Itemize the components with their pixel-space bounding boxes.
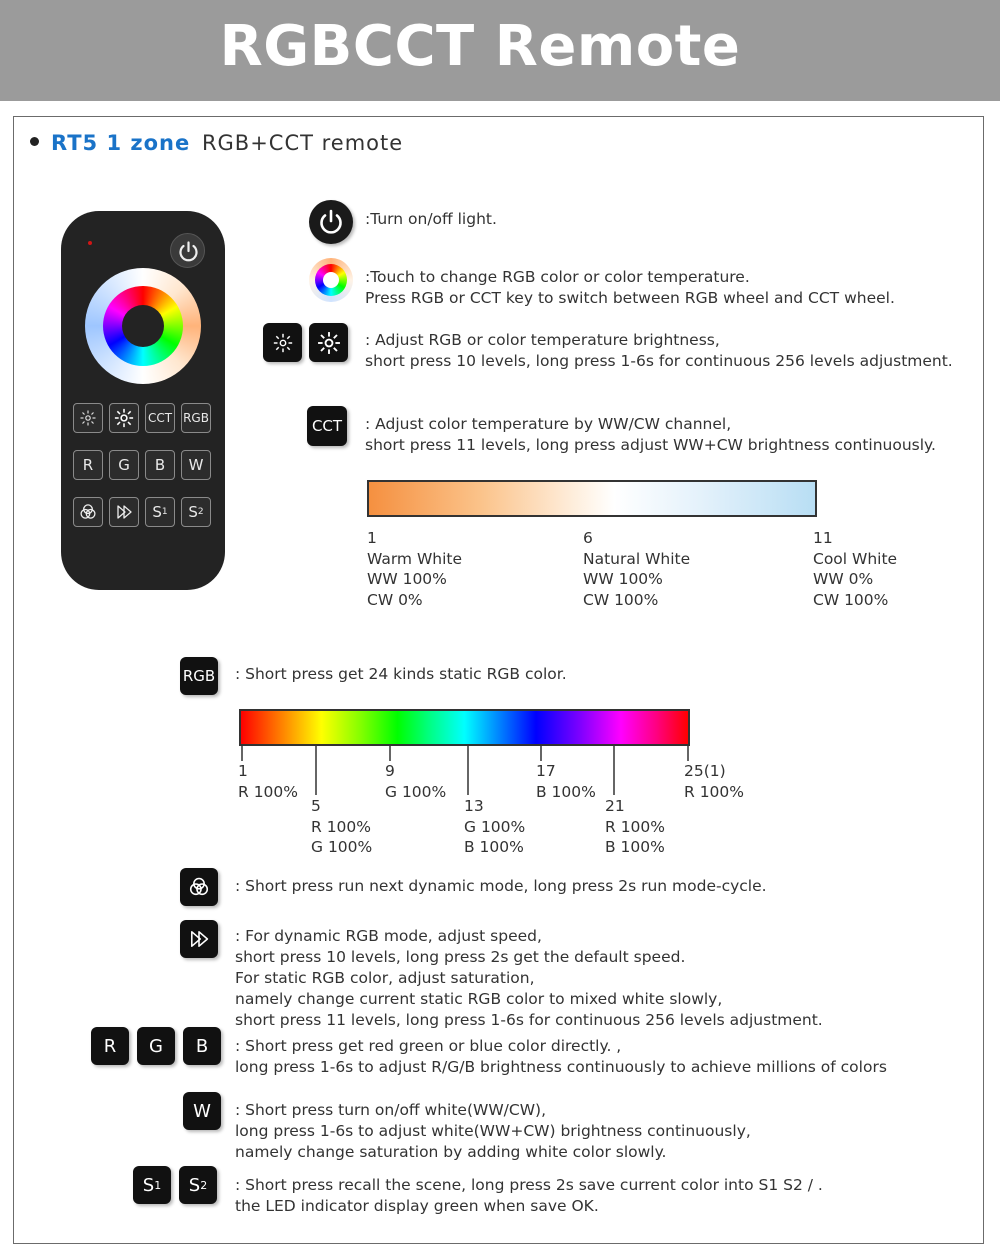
rgb-level-13: 13 G 100% B 100% [464,797,526,857]
remote-g-button: G [109,450,139,480]
brightness-icon [114,408,134,428]
led-indicator [88,241,92,245]
mode-icon [78,502,98,522]
rgb-level-25: 25(1) R 100% [684,762,745,801]
header-banner [0,0,1000,101]
rgb-level-1: 1 R 100% [238,762,299,801]
rgb-tick-9 [389,746,391,761]
rgb-tick-17 [540,746,542,761]
cct-level-cool: 11 Cool White WW 0% CW 100% [813,529,898,610]
remote-brightness-up-button [109,403,139,433]
brightness-down-icon [263,323,302,362]
remote-power-button [170,233,205,268]
cct-icon: CCT [307,406,347,446]
white-description-line-3: namely change saturation by adding white color slowly. [235,1143,667,1161]
page-title: RGBCCT Remote [219,14,741,79]
rgb-tick-25 [687,746,689,761]
brightness-up-icon [309,323,348,362]
brightness-description-line-2: short press 10 levels, long press 1-6s for continuous 256 levels adjustment. [365,352,953,370]
g-icon: G [137,1027,175,1065]
cct-level-natural: 6 Natural White WW 100% CW 100% [583,529,691,610]
speed-icon [180,920,218,958]
model-name: RT5 1 zone [51,131,191,155]
remote-mode-button [73,497,103,527]
rgb-tick-1 [241,746,243,761]
remote-s1-button: S 1 [145,497,175,527]
rgb-description: : Short press get 24 kinds static RGB color. [235,665,567,683]
scene-description-line-1: : Short press recall the scene, long press 2s save current color into S1 S2 / . [235,1176,823,1194]
speed-icon [114,502,134,522]
bullet-icon [30,137,39,146]
rgb-level-5: 5 R 100% G 100% [311,797,373,857]
b-icon: B [183,1027,221,1065]
power-icon [309,200,353,244]
remote-rgb-button: RGB [181,403,211,433]
power-description: :Turn on/off light. [365,210,497,228]
rgb-tick-13 [467,746,469,795]
remote-s2-button: S 2 [181,497,211,527]
s2-icon: S 2 [179,1166,217,1204]
cct-description-line-2: short press 11 levels, long press adjust WW+CW brightness continuously. [365,436,936,454]
remote-speed-button [109,497,139,527]
color-wheel-icon [309,258,353,302]
rgb-direct-description-line-1: : Short press get red green or blue color directly. , [235,1037,622,1055]
rgb-spectrum-bar [239,709,690,746]
remote-brightness-down-button [73,403,103,433]
wheel-description-line-2: Press RGB or CCT key to switch between RGB wheel and CCT wheel. [365,289,895,307]
mode-description: : Short press run next dynamic mode, long press 2s run mode-cycle. [235,877,767,895]
s1-icon: S 1 [133,1166,171,1204]
speed-description-line-2: short press 10 levels, long press 2s get the default speed. [235,948,686,966]
rgb-tick-5 [315,746,317,795]
remote-w-button: W [181,450,211,480]
rgb-level-17: 17 B 100% [536,762,596,801]
white-description-line-1: : Short press turn on/off white(WW/CW), [235,1101,546,1119]
remote-b-button: B [145,450,175,480]
remote-r-button: R [73,450,103,480]
brightness-description-line-1: : Adjust RGB or color temperature brightness, [365,331,720,349]
model-description: RGB+CCT remote [201,131,404,155]
wheel-description-line-1: :Touch to change RGB color or color temperature. [365,268,750,286]
cct-gradient-bar [367,480,817,517]
cct-level-warm: 1 Warm White WW 100% CW 0% [367,529,463,610]
rgb-tick-21 [613,746,615,795]
w-icon: W [183,1092,221,1130]
rgb-level-9: 9 G 100% [385,762,447,801]
power-icon [171,234,206,269]
speed-description-line-5: short press 11 levels, long press 1-6s for continuous 256 levels adjustment. [235,1011,823,1029]
rgb-icon: RGB [180,657,218,695]
speed-description-line-3: For static RGB color, adjust saturation, [235,969,535,987]
subtitle [30,131,403,155]
rgb-direct-description-line-2: long press 1-6s to adjust R/G/B brightness continuously to achieve millions of colors [235,1058,887,1076]
brightness-icon [79,409,97,427]
remote-cct-button: CCT [145,403,175,433]
scene-description-line-2: the LED indicator display green when save OK. [235,1197,599,1215]
cct-description-line-1: : Adjust color temperature by WW/CW channel, [365,415,732,433]
mode-icon [180,868,218,906]
white-description-line-2: long press 1-6s to adjust white(WW+CW) brightness continuously, [235,1122,751,1140]
remote-wheel-center [122,305,164,347]
r-icon: R [91,1027,129,1065]
speed-description-line-4: namely change current static RGB color to mixed white slowly, [235,990,723,1008]
speed-description-line-1: : For dynamic RGB mode, adjust speed, [235,927,542,945]
rgb-level-21: 21 R 100% B 100% [605,797,666,857]
